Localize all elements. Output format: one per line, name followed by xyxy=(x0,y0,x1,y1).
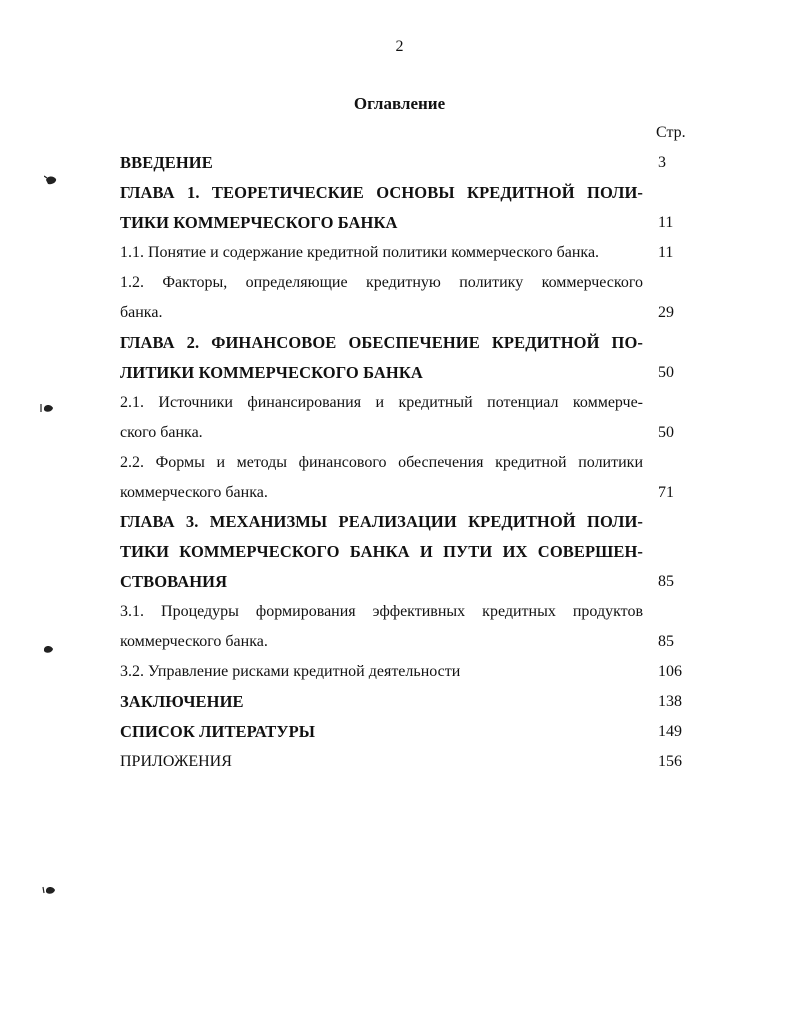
toc-page-ref: 106 xyxy=(658,663,682,680)
toc-entry-line: СТВОВАНИЯ xyxy=(120,572,228,591)
toc-entry-line: 2.2. Формы и методы финансового обеспечения кредитной политики xyxy=(120,454,643,471)
toc-entry-line: 1.2. Факторы, определяющие кредитную политику коммерческого xyxy=(120,274,643,291)
toc-entry-line: ВВЕДЕНИЕ xyxy=(120,153,213,172)
toc-entry-chapter-2 xyxy=(120,328,643,388)
toc-entry-section-1-1 xyxy=(120,238,650,268)
toc-page-ref: 71 xyxy=(658,484,674,501)
toc-entry-line: банка. xyxy=(120,304,163,321)
toc-entry-line: 1.1. Понятие и содержание кредитной политики коммерческого банка. xyxy=(120,244,600,261)
toc-entry-bibliography xyxy=(120,717,643,747)
toc-page-ref: 11 xyxy=(658,244,674,261)
toc-entry-section-1-2 xyxy=(120,268,643,328)
toc-page-ref: 85 xyxy=(658,573,674,590)
toc-entry-line: ТИКИ КОММЕРЧЕСКОГО БАНКА И ПУТИ ИХ СОВЕРШЕН- xyxy=(120,542,643,561)
toc-entry-chapter-1 xyxy=(120,178,643,238)
toc-entry-line: 3.2. Управление рисками кредитной деятельности xyxy=(120,663,461,680)
binder-hole-mark xyxy=(42,643,54,655)
toc-entry-section-3-1 xyxy=(120,597,643,657)
toc-page-ref: 11 xyxy=(658,214,674,231)
toc-entry-line: ЗАКЛЮЧЕНИЕ xyxy=(120,692,244,711)
toc-entry-line: ского банка. xyxy=(120,424,203,441)
toc-entry-line: коммерческого банка. xyxy=(120,633,268,650)
toc-page-ref: 3 xyxy=(658,154,666,171)
toc-entry-line: коммерческого банка. xyxy=(120,484,268,501)
toc-page-ref: 50 xyxy=(658,424,674,441)
page-column-header: Стр. xyxy=(656,124,686,141)
page-number: 2 xyxy=(395,38,404,55)
toc-page-ref: 29 xyxy=(658,304,674,321)
toc-entry-chapter-3 xyxy=(120,507,643,597)
toc-entry-appendices xyxy=(120,747,643,777)
binder-hole-mark xyxy=(40,402,54,414)
toc-page-ref: 149 xyxy=(658,723,682,740)
toc-entry-line: ТИКИ КОММЕРЧЕСКОГО БАНКА xyxy=(120,213,398,232)
toc-entry-line: ПРИЛОЖЕНИЯ xyxy=(120,753,232,770)
toc-entry-line: ГЛАВА 2. ФИНАНСОВОЕ ОБЕСПЕЧЕНИЕ КРЕДИТНОЙ ПО- xyxy=(120,333,643,352)
toc-entry-line: ЛИТИКИ КОММЕРЧЕСКОГО БАНКА xyxy=(120,363,423,382)
toc-entry-conclusion xyxy=(120,687,643,717)
binder-hole-mark xyxy=(44,174,58,186)
toc-entry-introduction xyxy=(120,148,643,178)
toc-entry-line: СПИСОК ЛИТЕРАТУРЫ xyxy=(120,722,316,741)
toc-entry-line: 3.1. Процедуры формирования эффективных кредитных продуктов xyxy=(120,603,643,620)
toc-page-ref: 85 xyxy=(658,633,674,650)
toc-page-ref: 50 xyxy=(658,364,674,381)
toc-entry-line: ГЛАВА 3. МЕХАНИЗМЫ РЕАЛИЗАЦИИ КРЕДИТНОЙ ПОЛИ- xyxy=(120,512,643,531)
toc-page-ref: 138 xyxy=(658,693,682,710)
binder-hole-mark xyxy=(42,884,56,896)
toc-entry-section-3-2 xyxy=(120,657,643,687)
toc-entry-section-2-2 xyxy=(120,448,643,508)
toc-entry-line: ГЛАВА 1. ТЕОРЕТИЧЕСКИЕ ОСНОВЫ КРЕДИТНОЙ ПОЛИ- xyxy=(120,183,643,202)
toc-entry-line: 2.1. Источники финансирования и кредитный потенциал коммерче- xyxy=(120,394,643,411)
toc-page-ref: 156 xyxy=(658,753,682,770)
toc-entry-section-2-1 xyxy=(120,388,643,448)
toc-title: Оглавление xyxy=(353,94,446,113)
